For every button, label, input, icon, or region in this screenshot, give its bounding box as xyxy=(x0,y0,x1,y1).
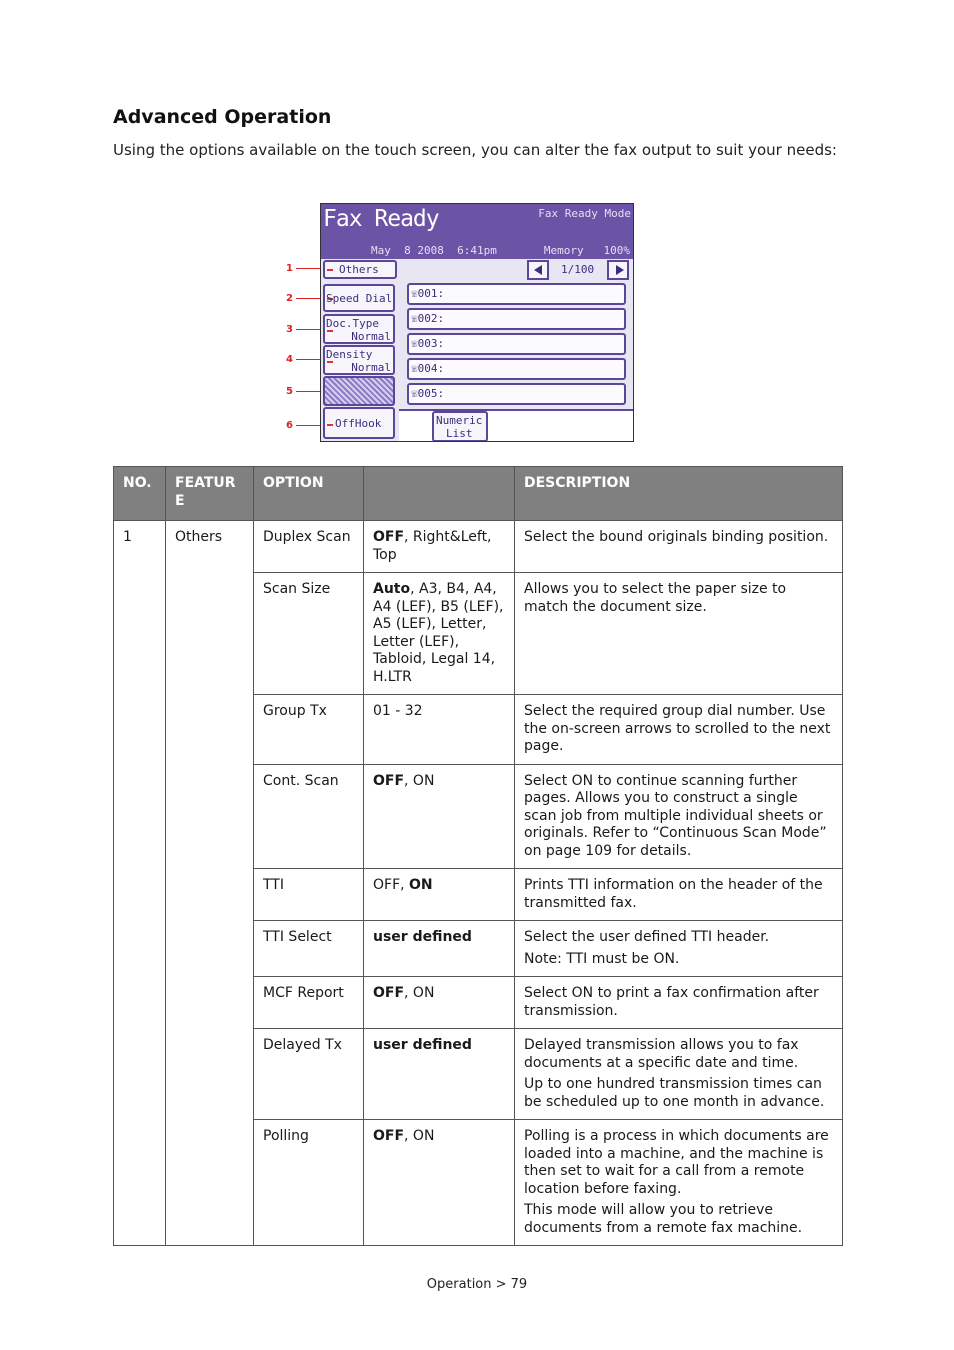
right-arrow-icon xyxy=(616,265,624,275)
cell-values: 01 - 32 xyxy=(364,695,515,765)
cell-option: MCF Report xyxy=(254,977,364,1029)
touch-screen xyxy=(320,203,634,442)
cell-option: TTI Select xyxy=(254,921,364,977)
cell-option: Group Tx xyxy=(254,695,364,765)
intro-text: Using the options available on the touch screen, you can alter the fax output to suit your needs: xyxy=(113,141,837,159)
offhook-label: OffHook xyxy=(335,417,382,430)
cell-description: Select ON to print a fax confirmation after transmission. xyxy=(515,977,843,1029)
screen-memory: Memory 100% xyxy=(543,244,630,257)
cell-description: Select the required group dial number. Use the on-screen arrows to scrolled to the next page. xyxy=(515,695,843,765)
speed-dial-004[interactable]: ☏004: xyxy=(407,358,626,380)
table-header-row xyxy=(114,467,843,521)
doc-type-button[interactable] xyxy=(323,314,395,344)
density-value: Normal xyxy=(351,361,391,374)
cell-values: user defined xyxy=(364,1029,515,1120)
speed-dial-label: Speed Dial xyxy=(326,292,393,305)
speed-dial-001[interactable]: ☏001: xyxy=(407,283,626,305)
others-label: Others xyxy=(339,263,379,276)
doc-type-value: Normal xyxy=(351,330,391,343)
header-no: NO. xyxy=(114,467,166,521)
header-feature: FEATURE xyxy=(166,467,254,521)
left-arrow-icon xyxy=(534,265,542,275)
speed-dial-002[interactable]: ☏002: xyxy=(407,308,626,330)
page-footer: Operation > 79 xyxy=(426,1277,528,1292)
screen-header xyxy=(321,204,633,259)
others-button[interactable] xyxy=(323,260,397,279)
numeric-list-button[interactable]: Numeric List xyxy=(432,411,488,442)
cell-option: Polling xyxy=(254,1120,364,1246)
speed-dial-003[interactable]: ☏003: xyxy=(407,333,626,355)
cell-option: Scan Size xyxy=(254,573,364,695)
doc-type-label: Doc.Type xyxy=(326,317,379,330)
screen-mode: Fax Ready Mode xyxy=(538,207,631,220)
cell-option: Cont. Scan xyxy=(254,764,364,869)
table-row xyxy=(114,521,843,573)
cell-values: OFF, Right&Left, Top xyxy=(364,521,515,573)
cell-values: OFF, ON xyxy=(364,1120,515,1246)
cell-description: Select the bound originals binding position. xyxy=(515,521,843,573)
cell-feature: Others xyxy=(166,521,254,1246)
cell-values: OFF, ON xyxy=(364,977,515,1029)
cell-values: OFF, ON xyxy=(364,869,515,921)
screen-datetime: May 8 2008 6:41pm xyxy=(371,244,497,257)
speed-dial-button[interactable] xyxy=(323,284,395,312)
cell-description: Polling is a process in which documents are loaded into a machine, and the machine is then set to wait for a call from a remote location before faxing. This mode will allow you to retrieve documents from a remote fax machine. xyxy=(515,1120,843,1246)
cell-values: OFF, ON xyxy=(364,764,515,869)
callout-4: 4 xyxy=(286,354,293,365)
callout-2: 2 xyxy=(286,293,293,304)
density-label: Density xyxy=(326,348,373,361)
cell-description: Delayed transmission allows you to fax documents at a specific date and time. Up to one hundred transmission times can be scheduled up to one month in advance. xyxy=(515,1029,843,1120)
callout-6: 6 xyxy=(286,420,293,431)
cell-option: Delayed Tx xyxy=(254,1029,364,1120)
offhook-button[interactable] xyxy=(323,407,395,439)
cell-description: Allows you to select the paper size to match the document size. xyxy=(515,573,843,695)
section-heading: Advanced Operation xyxy=(113,106,332,128)
cell-description: Select the user defined TTI header. Note: TTI must be ON. xyxy=(515,921,843,977)
cell-option: Duplex Scan xyxy=(254,521,364,573)
header-description: DESCRIPTION xyxy=(515,467,843,521)
screen-bottom-bar xyxy=(399,409,633,442)
next-page-button[interactable] xyxy=(607,260,629,280)
callout-3: 3 xyxy=(286,324,293,335)
cell-no: 1 xyxy=(114,521,166,1246)
callout-5: 5 xyxy=(286,386,293,397)
density-button[interactable] xyxy=(323,345,395,375)
cell-values: Auto, A3, B4, A4, A4 (LEF), B5 (LEF), A5 (LEF), Letter, Letter (LEF), Tabloid, Legal 14, H.LTR xyxy=(364,573,515,695)
header-values xyxy=(364,467,515,521)
greyed-button[interactable] xyxy=(323,376,395,406)
screen-title: Fax Ready xyxy=(323,206,439,232)
header-option: OPTION xyxy=(254,467,364,521)
cell-values: user defined xyxy=(364,921,515,977)
callout-1: 1 xyxy=(286,263,293,274)
speed-dial-005[interactable]: ☏005: xyxy=(407,383,626,405)
cell-description: Prints TTI information on the header of the transmitted fax. xyxy=(515,869,843,921)
prev-page-button[interactable] xyxy=(527,260,549,280)
feature-table xyxy=(113,466,843,1246)
cell-description: Select ON to continue scanning further pages. Allows you to construct a single scan job from multiple individual sheets or originals. Refer to “Continuous Scan Mode” on page 109 for details. xyxy=(515,764,843,869)
cell-option: TTI xyxy=(254,869,364,921)
page-counter: 1/100 xyxy=(561,263,595,276)
